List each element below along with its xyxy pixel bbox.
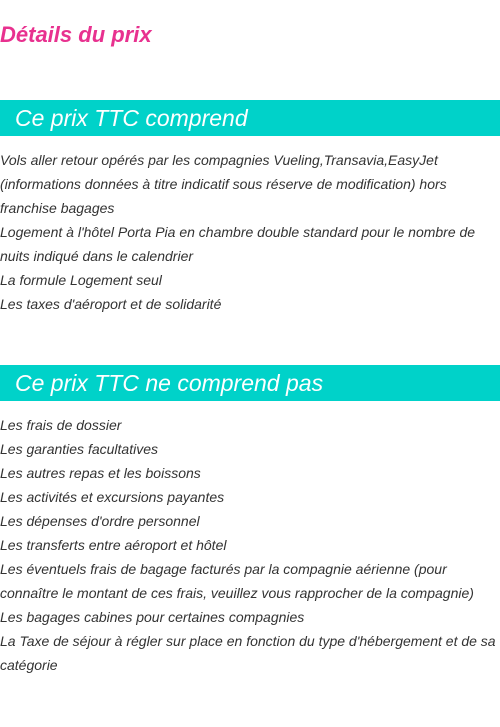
list-item: Les transferts entre aéroport et hôtel <box>0 537 227 553</box>
list-item: La formule Logement seul <box>0 272 162 288</box>
list-item: Les frais de dossier <box>0 417 122 433</box>
list-item: Les taxes d'aéroport et de solidarité <box>0 296 222 312</box>
included-section <box>0 100 500 316</box>
excluded-header-band <box>0 365 500 401</box>
page-title: Détails du prix <box>0 22 152 47</box>
list-item: Les bagages cabines pour certaines compagnies <box>0 609 305 625</box>
excluded-list <box>0 413 500 677</box>
list-item: Vols aller retour opérés par les compagnies Vueling,Transavia,EasyJet (informations données à titre indicatif sous réserve de modification) hors franchise bagages <box>0 152 447 216</box>
excluded-header: Ce prix TTC ne comprend pas <box>15 370 324 396</box>
list-item: Les autres repas et les boissons <box>0 465 201 481</box>
included-list <box>0 148 500 316</box>
list-item: Les dépenses d'ordre personnel <box>0 513 200 529</box>
list-item: Logement à l'hôtel Porta Pia en chambre double standard pour le nombre de nuits indiqué dans le calendrier <box>0 224 476 264</box>
included-header-band <box>0 100 500 136</box>
included-header: Ce prix TTC comprend <box>15 105 248 131</box>
list-item: Les éventuels frais de bagage facturés par la compagnie aérienne (pour connaître le montant de ces frais, veuillez vous rapprocher de la compagnie) <box>0 561 474 601</box>
list-item: Les garanties facultatives <box>0 441 158 457</box>
list-item: Les activités et excursions payantes <box>0 489 225 505</box>
excluded-section <box>0 365 500 677</box>
list-item: La Taxe de séjour à régler sur place en fonction du type d'hébergement et de sa catégorie <box>0 633 496 673</box>
